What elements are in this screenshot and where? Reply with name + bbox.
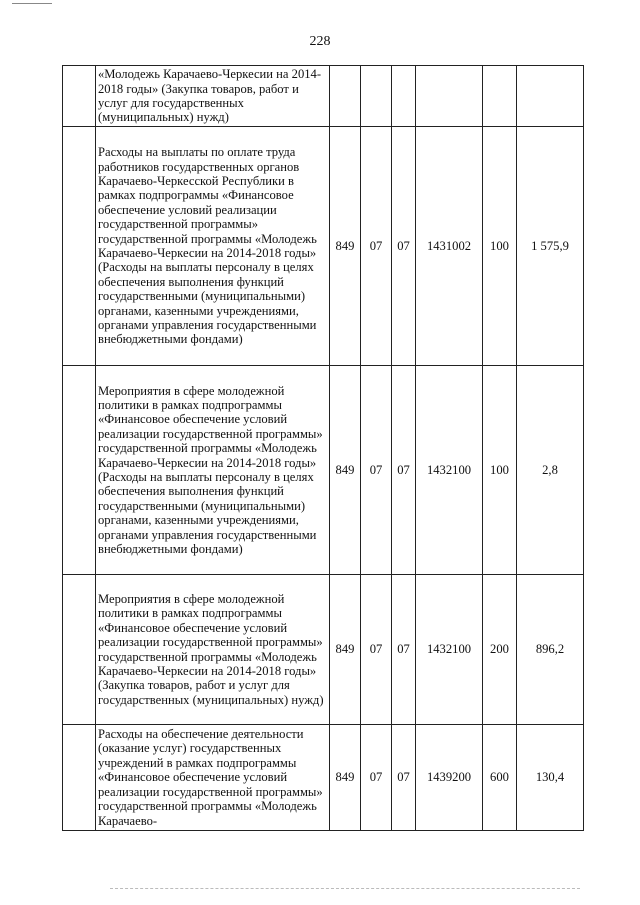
row-description: Расходы на выплаты по оплате труда работников государственных органов Карачаево-Черкесской Республики в рамках подпрограммы «Финансовое обеспечение условий реализации государственной программы» государственной программы «Молодежь Карачаево-Черкесии на 2014-2018 годы» (Расходы на выплаты персоналу в целях обеспечения выполнения функций государственными (муниципальными) органами, казенными учреждениями, органами управления государственными внебюджетными фондами) <box>96 127 330 366</box>
table-row <box>63 366 584 575</box>
subsection-code: 07 <box>392 725 416 831</box>
subsection-code: 07 <box>392 366 416 575</box>
section-code <box>361 66 392 127</box>
expense-type: 600 <box>483 725 517 831</box>
ministry-code: 849 <box>330 127 361 366</box>
empty-cell <box>63 66 96 127</box>
target-code: 1439200 <box>416 725 483 831</box>
empty-cell <box>63 127 96 366</box>
expense-type: 100 <box>483 366 517 575</box>
section-code: 07 <box>361 127 392 366</box>
section-code: 07 <box>361 575 392 725</box>
empty-cell <box>63 366 96 575</box>
scan-corner-mark <box>12 3 52 4</box>
row-description: Расходы на обеспечение деятельности (оказание услуг) государственных учреждений в рамках подпрограммы «Финансовое обеспечение условий реализации государственной программы» государственной программы «Молодежь Карачаево- <box>96 725 330 831</box>
ministry-code <box>330 66 361 127</box>
table-row <box>63 575 584 725</box>
amount <box>517 66 584 127</box>
ministry-code: 849 <box>330 366 361 575</box>
table-row <box>63 66 584 127</box>
expense-type: 100 <box>483 127 517 366</box>
row-description: Мероприятия в сфере молодежной политики в рамках подпрограммы «Финансовое обеспечение условий реализации государственной программы» государственной программы «Молодежь Карачаево-Черкесии на 2014-2018 годы» (Закупка товаров, работ и услуг для государственных (муниципальных) нужд) <box>96 575 330 725</box>
empty-cell <box>63 725 96 831</box>
row-description: «Молодежь Карачаево-Черкесии на 2014-2018 годы» (Закупка товаров, работ и услуг для государственных (муниципальных) нужд) <box>96 66 330 127</box>
target-code: 1432100 <box>416 575 483 725</box>
ministry-code: 849 <box>330 725 361 831</box>
expense-type: 200 <box>483 575 517 725</box>
subsection-code <box>392 66 416 127</box>
subsection-code: 07 <box>392 127 416 366</box>
budget-table <box>62 65 584 831</box>
section-code: 07 <box>361 725 392 831</box>
target-code <box>416 66 483 127</box>
scan-artifact-line <box>110 888 580 889</box>
amount: 130,4 <box>517 725 584 831</box>
target-code: 1431002 <box>416 127 483 366</box>
amount: 896,2 <box>517 575 584 725</box>
ministry-code: 849 <box>330 575 361 725</box>
table-row <box>63 127 584 366</box>
section-code: 07 <box>361 366 392 575</box>
amount: 2,8 <box>517 366 584 575</box>
expense-type <box>483 66 517 127</box>
table-row <box>63 725 584 831</box>
page-number: 228 <box>309 34 331 49</box>
target-code: 1432100 <box>416 366 483 575</box>
amount: 1 575,9 <box>517 127 584 366</box>
subsection-code: 07 <box>392 575 416 725</box>
empty-cell <box>63 575 96 725</box>
row-description: Мероприятия в сфере молодежной политики в рамках подпрограммы «Финансовое обеспечение условий реализации государственной программы» государственной программы «Молодежь Карачаево-Черкесии на 2014-2018 годы» (Расходы на выплаты персоналу в целях обеспечения выполнения функций государственными (муниципальными) органами, казенными учреждениями, органами управления государственными внебюджетными фондами) <box>96 366 330 575</box>
